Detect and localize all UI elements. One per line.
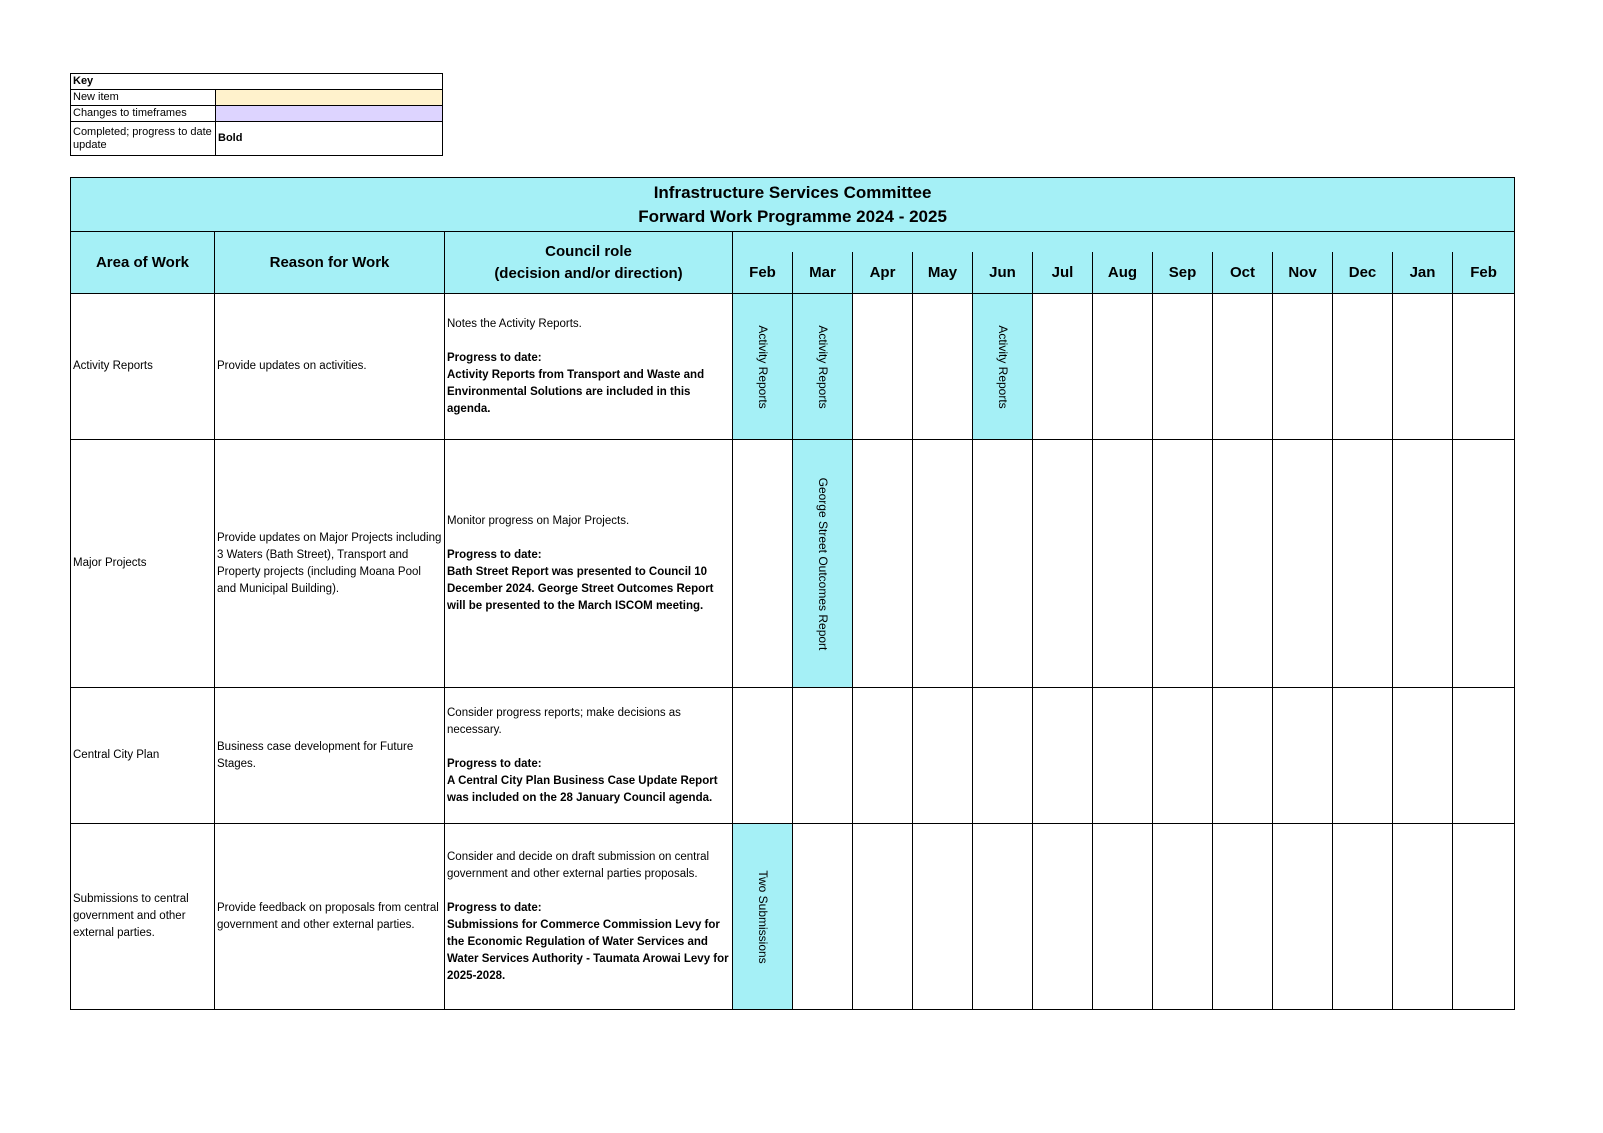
month-cell-apr-2 (853, 294, 913, 440)
month-cell-jun-4 (973, 688, 1033, 824)
month-cell-jun-4 (973, 440, 1033, 688)
programme-row (71, 688, 1515, 824)
council-role-cell (445, 294, 733, 440)
key-label-changes: Changes to timeframes (71, 106, 216, 122)
progress-to-date-text: Submissions for Commerce Commission Levy for the Economic Regulation of Water Services and Water Services Authority - Taumata Arowai Levy for 2025-2028. (447, 918, 729, 982)
programme-row (71, 440, 1515, 688)
progress-to-date-label: Progress to date: (447, 351, 542, 364)
month-header-mar-1: Mar (793, 252, 853, 294)
month-header-apr-2: Apr (853, 252, 913, 294)
key-swatch-new-item (216, 90, 443, 106)
month-cell-oct-8 (1213, 294, 1273, 440)
month-cell-jun-4 (973, 824, 1033, 1010)
progress-to-date-text: A Central City Plan Business Case Update Report was included on the 28 January Council agenda. (447, 774, 718, 804)
month-cell-oct-8 (1213, 440, 1273, 688)
key-table (70, 73, 443, 156)
month-cell-jul-5 (1033, 824, 1093, 1010)
month-cell-aug-6 (1093, 440, 1153, 688)
programme-row (71, 294, 1515, 440)
council-role-cell (445, 440, 733, 688)
scheduled-item-label: Activity Reports (755, 324, 770, 409)
month-cell-sep-7 (1153, 294, 1213, 440)
month-cell-feb-0 (733, 440, 793, 688)
month-cell-mar-1 (793, 688, 853, 824)
month-cell-sep-7 (1153, 688, 1213, 824)
month-header-nov-9: Nov (1273, 252, 1333, 294)
progress-to-date-label: Progress to date: (447, 901, 542, 914)
month-cell-apr-2 (853, 440, 913, 688)
month-cell-aug-6 (1093, 688, 1153, 824)
month-cell-apr-2 (853, 824, 913, 1010)
month-header-jun-4: Jun (973, 252, 1033, 294)
month-cell-dec-10 (1333, 824, 1393, 1010)
month-header-oct-8: Oct (1213, 252, 1273, 294)
month-cell-feb-12 (1453, 440, 1515, 688)
month-cell-jun-4 (973, 294, 1033, 440)
month-header-feb-12: Feb (1453, 252, 1515, 294)
progress-to-date-text: Bath Street Report was presented to Council 10 December 2024. George Street Outcomes Report will be presented to the March ISCOM meeting. (447, 565, 714, 612)
reason-for-work-cell: Provide updates on activities. (215, 294, 445, 440)
scheduled-item-label: Activity Reports (815, 324, 830, 409)
month-cell-may-3 (913, 294, 973, 440)
council-role-text: Monitor progress on Major Projects. (447, 514, 630, 527)
programme-title (71, 178, 1515, 232)
month-cell-jul-5 (1033, 294, 1093, 440)
forward-work-programme-table (70, 177, 1515, 1010)
scheduled-item-label: Activity Reports (995, 324, 1010, 409)
month-cell-oct-8 (1213, 688, 1273, 824)
key-label-completed: Completed; progress to date update (71, 122, 216, 156)
month-cell-feb-12 (1453, 824, 1515, 1010)
header-council-role-line2: (decision and/or direction) (494, 264, 683, 282)
month-cell-jul-5 (1033, 688, 1093, 824)
month-cell-feb-12 (1453, 688, 1515, 824)
council-role-text: Consider progress reports; make decisions as necessary. (447, 706, 681, 736)
month-header-may-3: May (913, 252, 973, 294)
month-header-aug-6: Aug (1093, 252, 1153, 294)
key-value-bold: Bold (216, 122, 443, 156)
month-cell-sep-7 (1153, 824, 1213, 1010)
area-of-work-cell: Central City Plan (71, 688, 215, 824)
header-council-role-line1: Council role (545, 242, 632, 260)
month-cell-jan-11 (1393, 688, 1453, 824)
month-cell-may-3 (913, 688, 973, 824)
month-cell-jan-11 (1393, 440, 1453, 688)
key-title: Key (71, 74, 443, 90)
council-role-text: Notes the Activity Reports. (447, 317, 582, 330)
council-role-cell (445, 688, 733, 824)
programme-title-line2: Forward Work Programme 2024 - 2025 (638, 206, 947, 226)
month-header-jul-5: Jul (1033, 252, 1093, 294)
month-cell-feb-0 (733, 688, 793, 824)
month-cell-dec-10 (1333, 688, 1393, 824)
programme-title-line1: Infrastructure Services Committee (653, 182, 932, 202)
progress-to-date-text: Activity Reports from Transport and Waste and Environmental Solutions are included in this agenda. (447, 368, 705, 415)
scheduled-item-label: Two Submissions (755, 869, 770, 964)
key-swatch-changes (216, 106, 443, 122)
month-cell-may-3 (913, 824, 973, 1010)
header-council-role (445, 232, 733, 294)
month-cell-aug-6 (1093, 824, 1153, 1010)
month-cell-dec-10 (1333, 440, 1393, 688)
reason-for-work-cell: Provide feedback on proposals from central government and other external parties. (215, 824, 445, 1010)
month-header-feb-0: Feb (733, 252, 793, 294)
month-header-dec-10: Dec (1333, 252, 1393, 294)
reason-for-work-cell: Business case development for Future Stages. (215, 688, 445, 824)
month-cell-nov-9 (1273, 294, 1333, 440)
month-cell-apr-2 (853, 688, 913, 824)
month-cell-feb-0 (733, 824, 793, 1010)
area-of-work-cell: Activity Reports (71, 294, 215, 440)
month-header-jan-11: Jan (1393, 252, 1453, 294)
header-area-of-work: Area of Work (71, 232, 215, 294)
scheduled-item-label: George Street Outcomes Report (815, 477, 830, 650)
month-cell-feb-12 (1453, 294, 1515, 440)
month-cell-mar-1 (793, 824, 853, 1010)
month-cell-aug-6 (1093, 294, 1153, 440)
month-header-sep-7: Sep (1153, 252, 1213, 294)
month-cell-nov-9 (1273, 688, 1333, 824)
months-band (733, 232, 1515, 253)
area-of-work-cell: Submissions to central government and other external parties. (71, 824, 215, 1010)
council-role-text: Consider and decide on draft submission on central government and other external parties proposals. (447, 850, 710, 880)
month-cell-mar-1 (793, 440, 853, 688)
month-cell-jan-11 (1393, 294, 1453, 440)
reason-for-work-cell: Provide updates on Major Projects including 3 Waters (Bath Street), Transport and Property projects (including Moana Pool and Municipal Building). (215, 440, 445, 688)
programme-row (71, 824, 1515, 1010)
month-cell-feb-0 (733, 294, 793, 440)
area-of-work-cell: Major Projects (71, 440, 215, 688)
month-cell-may-3 (913, 440, 973, 688)
month-cell-nov-9 (1273, 824, 1333, 1010)
council-role-cell (445, 824, 733, 1010)
header-reason-for-work: Reason for Work (215, 232, 445, 294)
key-label-new-item: New item (71, 90, 216, 106)
month-cell-dec-10 (1333, 294, 1393, 440)
progress-to-date-label: Progress to date: (447, 548, 542, 561)
month-cell-jul-5 (1033, 440, 1093, 688)
month-cell-nov-9 (1273, 440, 1333, 688)
month-cell-mar-1 (793, 294, 853, 440)
month-cell-jan-11 (1393, 824, 1453, 1010)
month-cell-sep-7 (1153, 440, 1213, 688)
progress-to-date-label: Progress to date: (447, 757, 542, 770)
month-cell-oct-8 (1213, 824, 1273, 1010)
